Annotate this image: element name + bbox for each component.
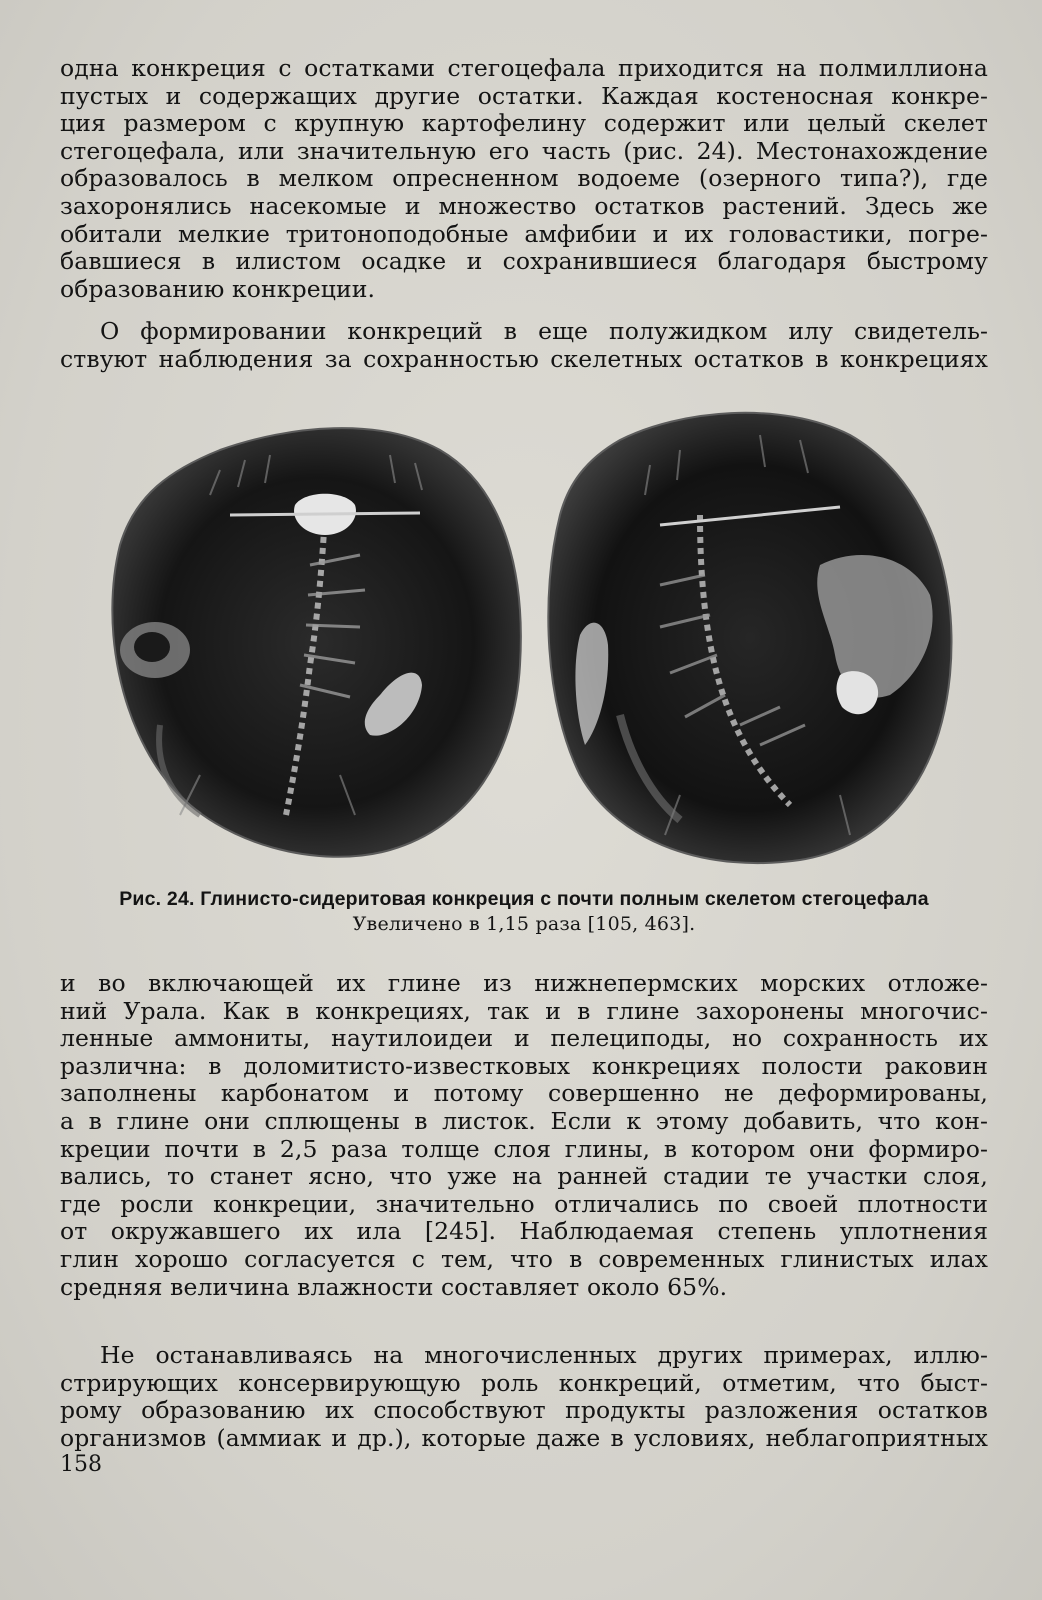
concretion-halves-image — [60, 395, 988, 875]
paragraph-2 — [60, 318, 988, 373]
text-line: стегоцефала, или значительную его часть (рис. 24). Местонахождение — [60, 136, 988, 165]
concretion-left-half — [112, 428, 521, 857]
text-line: бавшиеся в илистом осадке и сохранившиеся благодаря быстрому — [60, 247, 988, 276]
text-line: одна конкреция с остатками стегоцефала приходится на полмиллиона — [60, 54, 988, 82]
text-line: обитали мелкие тритоноподобные амфибии и их головастики, погре- — [60, 219, 988, 248]
text-line: ленные аммониты, наутилоидеи и пелециподы, но сохранность их — [60, 1024, 988, 1053]
text-line: ствуют наблюдения за сохранностью скелетных остатков в конкрециях — [60, 344, 988, 373]
figure-24-concretion-photo — [60, 395, 988, 875]
text-line: различна: в доломитисто-известковых конкрециях полости раковин — [60, 1051, 988, 1080]
text-line: вались, то станет ясно, что уже на ранней стадии те участки слоя, — [60, 1162, 988, 1191]
text-line: образовалось в мелком опресненном водоеме (озерного типа?), где — [60, 164, 988, 193]
text-line: ция размером с крупную картофелину содержит или целый скелет — [60, 109, 988, 138]
text-line: пустых и содержащих другие остатки. Каждая костеносная конкре- — [60, 81, 988, 110]
figure-caption — [60, 887, 988, 937]
text-line: от окружавшего их ила [245]. Наблюдаемая степень уплотнения — [60, 1217, 988, 1246]
text-line: образованию конкреции. — [60, 274, 376, 303]
text-line: заполнены карбонатом и потому совершенно не деформированы, — [60, 1079, 988, 1108]
text-line: и во включающей их глине из нижнепермских морских отложе- — [60, 969, 988, 997]
text-line: средняя величина влажности составляет около 65%. — [60, 1272, 728, 1301]
text-line: где росли конкреции, значительно отличались по своей плотности — [60, 1189, 988, 1218]
paragraph-3 — [60, 970, 988, 1301]
concretion-right-half — [548, 413, 951, 863]
text-line: а в глине они сплющены в листок. Если к этому добавить, что кон- — [60, 1106, 988, 1135]
figure-caption-label: Рис. 24. — [119, 888, 195, 910]
page-number: 158 — [60, 1452, 102, 1477]
paragraph-1 — [60, 55, 988, 303]
figure-caption-title: Глинисто-сидеритовая конкреция с почти полным скелетом стегоцефала — [200, 888, 929, 910]
text-line: ний Урала. Как в конкрециях, так и в глине захоронены многочис- — [60, 996, 988, 1025]
text-line: стрирующих консервирующую роль конкреций, отметим, что быст- — [60, 1368, 988, 1397]
text-line: захоронялись насекомые и множество остатков растений. Здесь же — [60, 191, 988, 220]
figure-caption-scale: Увеличено в 1,15 раза [105, 463]. — [352, 913, 696, 935]
text-line: рому образованию их способствуют продукты разложения остатков — [60, 1396, 988, 1425]
text-line: О формировании конкреций в еще полужидком илу свидетель- — [100, 317, 988, 345]
text-line: организмов (аммиак и др.), которые даже в условиях, неблагоприятных — [60, 1423, 988, 1452]
text-line: глин хорошо согласуется с тем, что в современных глинистых илах — [60, 1244, 988, 1273]
text-line: Не останавливаясь на многочисленных других примерах, иллю- — [100, 1341, 988, 1369]
paragraph-4 — [60, 1342, 988, 1452]
text-line: креции почти в 2,5 раза толще слоя глины, в котором они формиро- — [60, 1134, 988, 1163]
